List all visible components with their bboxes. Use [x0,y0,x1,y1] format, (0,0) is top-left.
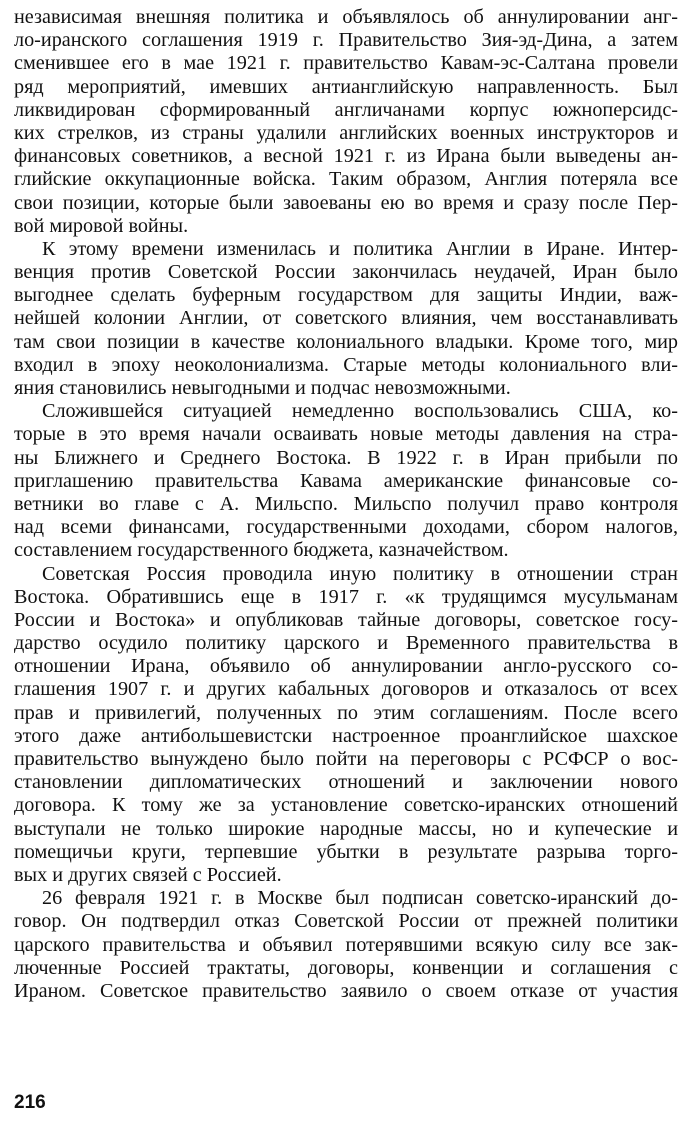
text-line: ряд мероприятий, имевших антианглийскую направленность. Был [14,75,678,98]
text-line: этого даже антибольшевистски настроенное проанглийское шахское [14,724,678,747]
text-line: выступали не только широкие народные массы, но и купеческие и [14,817,678,840]
paragraph-2 [14,238,678,400]
text-block [14,6,678,1003]
text-line: входил в эпоху неоколониализма. Старые методы колониального вли- [14,353,678,376]
paragraph-3 [14,400,678,562]
text-line: говор. Он подтвердил отказ Советской России от прежней политики [14,910,678,933]
paragraph-1 [14,6,678,238]
text-line: помещичьи круги, терпевшие убытки в результате разрыва торго- [14,840,678,863]
text-line: вой мировой войны. [14,214,189,237]
text-line: там свои позиции в качестве колониального владыки. Кроме того, мир [14,330,678,353]
text-line: прав и привилегий, полученных по этим соглашениям. После всего [14,701,678,724]
text-line: правительство вынуждено было пойти на переговоры с РСФСР о вос- [14,748,678,770]
text-line: Востока. Обратившись еще в 1917 г. «к трудящимся мусульманам [14,585,678,608]
text-line: составлением государственного бюджета, казначейством. [14,539,509,562]
text-line: яния становились невыгодными и подчас невозможными. [14,377,511,399]
text-line: торые в это время начали осваивать новые методы давления на стра- [14,423,678,446]
text-line: Сложившейся ситуацией немедленно воспользовались США, ко- [42,400,678,423]
text-line: дарство осудило политику царского и Временного правительства в [14,632,678,655]
paragraph-5 [14,887,678,1003]
text-line: сменившее его в мае 1921 г. правительство Кавам-эс-Салтана провели [14,52,678,75]
text-line: выгоднее сделать буферным государством для защиты Индии, важ- [14,284,678,307]
text-line: глийские оккупационные войска. Таким образом, Англия потеряла все [14,168,678,191]
text-line: ликвидирован сформированный англичанами корпус южноперсидс- [14,98,678,121]
text-line: Советская Россия проводила иную политику в отношении стран [42,562,678,585]
text-line: ло-иранского соглашения 1919 г. Правительство Зия-эд-Дина, а затем [14,29,678,52]
text-line: финансовых советников, а весной 1921 г. из Ирана были выведены ан- [14,145,678,168]
text-line: независимая внешняя политика и объявлялось об аннулировании анг- [14,6,678,28]
paragraph-4 [14,563,678,888]
text-line: ны Ближнего и Среднего Востока. В 1922 г. в Иран прибыли по [14,446,678,469]
text-line: венция против Советской России закончилась неудачей, Иран было [14,261,678,284]
text-line: приглашению правительства Кавама американские финансовые со- [14,469,678,492]
text-line: вых и других связей с Россией. [14,863,282,886]
text-line: свои позиции, которые были завоеваны ею во время и сразу после Пер- [14,191,678,214]
text-line: ких стрелков, из страны удалили английских военных инструкторов и [14,121,678,144]
text-line: становлении дипломатических отношений и заключении нового [14,771,678,794]
text-line: нейшей колонии Англии, от советского влияния, чем восстанавливать [14,307,678,330]
text-line: России и Востока» и опубликовав тайные договоры, советское госу- [14,608,678,631]
page-number: 216 [14,1092,46,1113]
text-line: над всеми финансами, государственными доходами, сбором налогов, [14,516,678,539]
text-line: 26 февраля 1921 г. в Москве был подписан советско-иранский до- [42,887,678,910]
text-line: договора. К тому же за установление советско-иранских отношений [14,794,678,817]
text-line: царского правительства и объявил потерявшими всякую силу все зак- [14,933,678,956]
text-line: отношении Ирана, объявило об аннулировании англо-русского со- [14,655,678,678]
text-line: Ираном. Советское правительство заявило о своем отказе от участия [14,979,678,1002]
text-line: глашения 1907 г. и других кабальных договоров и отказалось от всех [14,678,678,701]
text-line: люченные Россией трактаты, договоры, конвенции и соглашения с [14,956,678,979]
text-line: ветники во главе с А. Мильспо. Мильспо получил право контроля [14,492,678,515]
text-line: К этому времени изменилась и политика Англии в Иране. Интер- [42,237,678,260]
